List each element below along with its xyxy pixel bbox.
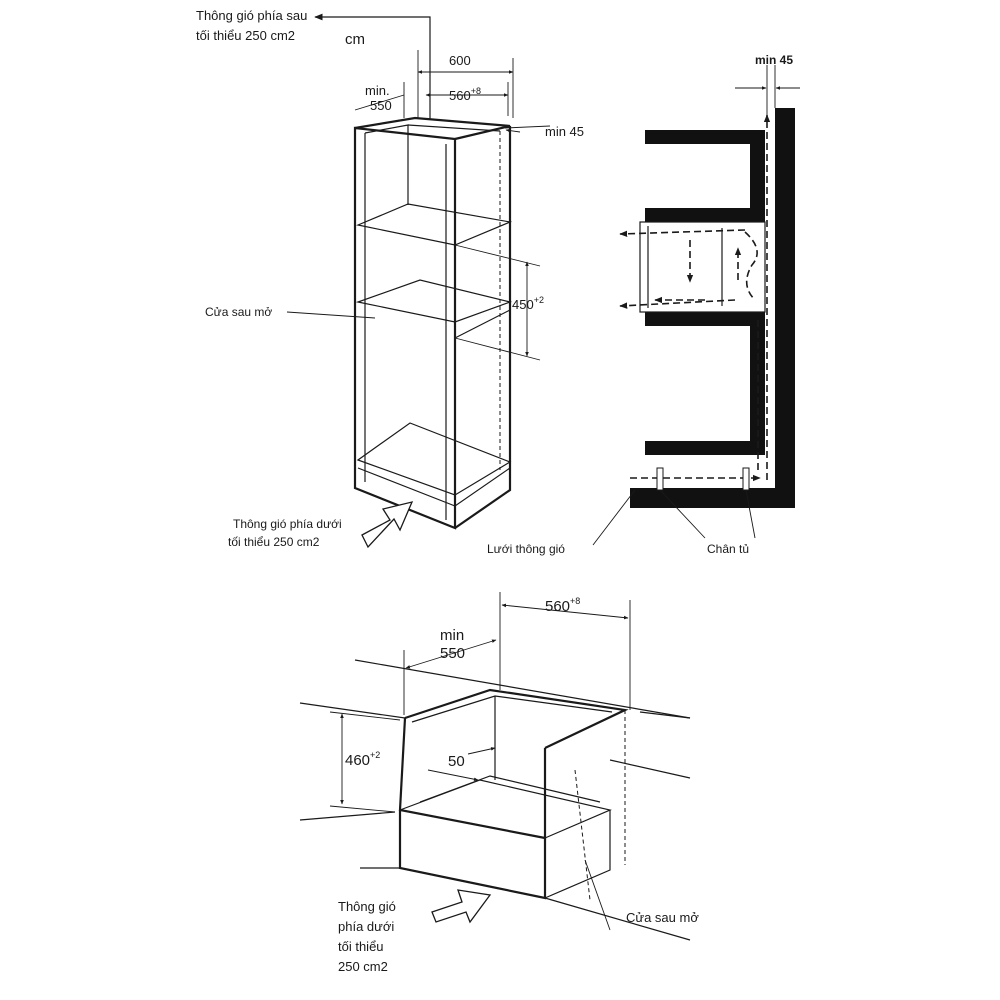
uc-dim-min550-line1: min [440,627,465,644]
dim-560-value: $560^{+8}$ [449,86,481,103]
bottom-vent-arrow-icon [362,502,412,547]
oven-rail [420,776,600,802]
floor-slab [630,488,795,508]
countertop-front-left [300,703,405,718]
unit-label: cm [345,31,365,48]
lower-cabinet-block [645,312,765,455]
cabinet-inner-top-back [408,125,500,131]
wall-line-right [610,760,690,778]
oven-right-side [545,810,610,898]
foot-right [743,468,749,490]
rear-open-hidden [575,770,590,900]
uc-bottom-vent-label-line4: 250 cm2 [338,959,388,974]
rear-open-leader [287,312,375,318]
shelf-upper [358,204,510,245]
airflow-top-out [620,230,745,234]
dim-min45-line [505,126,550,128]
dim-min45-value: min 45 [545,124,585,139]
airflow-curve [745,232,757,300]
tall-cabinet-diagram [196,8,584,549]
dim-450-value: $450^{+2}$ [512,295,544,312]
cabinet-right-side [455,126,510,528]
oven-body [640,222,765,312]
foot-left [657,468,663,490]
section-min45-value: min 45 [755,53,794,67]
uc-dim-460-ext-bottom [330,806,395,812]
dim-min550-line1: min. [365,83,390,98]
under-counter-diagram [300,592,699,974]
bottom-vent-label-line1: Thông gió phía dưới [233,517,342,531]
uc-rear-open-label: Cửa sau mở [626,910,699,925]
uc-dim-50-arrow-top [468,748,495,754]
uc-bottom-vent-label-line3: tối thiểu [338,939,384,954]
countertop-back-edge [355,660,690,718]
rear-vent-label-line1: Thông gió phía sau [196,8,308,23]
uc-dim-460-value: $460^{+2}$ [345,750,381,769]
uc-bottom-vent-label-line1: Thông gió [338,899,396,914]
uc-rear-open-leader [585,860,610,930]
wall-line-left [300,812,395,820]
cutout-front [400,718,545,838]
bottom-vent-label-line2: tối thiểu 250 cm2 [228,535,320,549]
upper-cabinet-block [645,130,765,222]
rear-vent-label-line2: tối thiểu 250 cm2 [196,28,296,43]
uc-dim-50-arrow-left [428,770,478,780]
grille-leader [593,490,635,545]
grille-label: Lưới thông gió [487,542,565,556]
rear-open-label: Cửa sau mở [205,305,273,319]
airflow-bottom-out [620,300,735,306]
uc-dim-560-value: $560^{+8}$ [545,596,581,615]
dim-min550-line2: 550 [370,98,392,113]
uc-dim-50-value: 50 [448,753,465,770]
dim-min45-arrow [506,130,520,132]
uc-dim-min550-line2: 550 [440,645,466,662]
back-wall [775,108,795,508]
cabinet-inner-top-left [365,125,408,205]
cabinet-front [355,128,455,528]
shelf-lower [358,280,510,322]
countertop-front-right [640,712,690,718]
dim-600-value: 600 [449,53,471,68]
uc-bottom-vent-label-line2: phía dưới [338,919,395,934]
plinth-label: Chân tủ [707,542,750,556]
uc-bottom-vent-arrow-icon [432,890,490,922]
shelf-lower-front [455,310,510,338]
